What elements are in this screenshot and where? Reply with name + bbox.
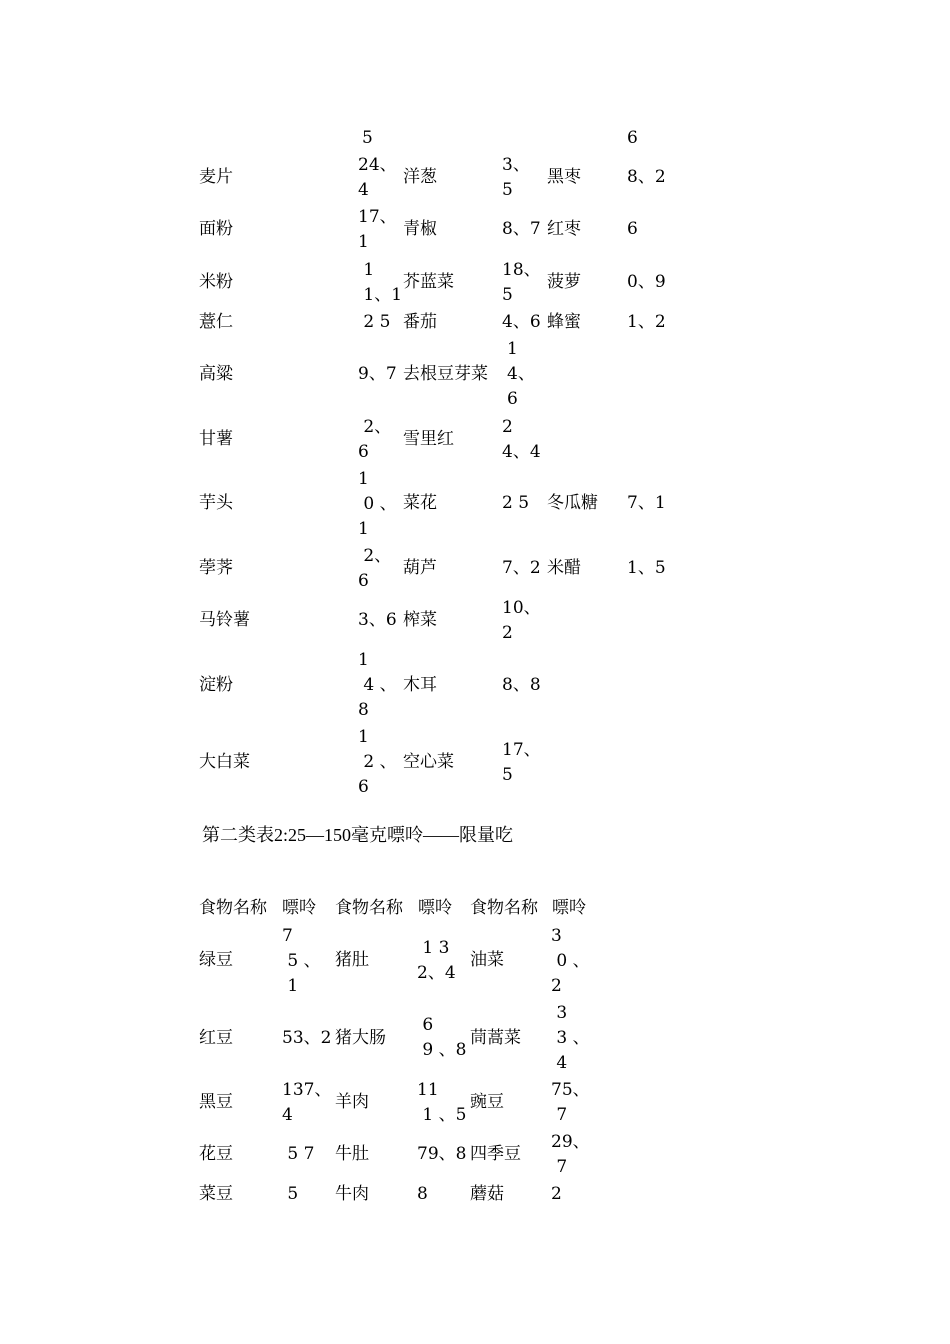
table1-row3-name2: 番茄 [403, 312, 437, 332]
table2-row3-val3: 29、 7 [551, 1132, 590, 1177]
table1-row2-name3: 菠萝 [547, 272, 581, 292]
table1-row1-name1: 面粉 [199, 219, 233, 239]
table2-header-val1: 嘌呤 [282, 898, 316, 918]
table2-row4-val2: 8 [417, 1184, 428, 1204]
table2-header-name1: 食物名称 [199, 898, 267, 918]
table2-row1-name3: 茼蒿菜 [470, 1028, 521, 1048]
table2-row4-val1: 5 [282, 1184, 299, 1204]
table1-row0-name3: 黑枣 [547, 167, 581, 187]
table1-fragment-col6: 6 [627, 128, 638, 148]
table1-row8-val2: 10、 2 [502, 598, 541, 643]
table1-row1-val2: 8、7 [502, 219, 541, 239]
table2-row0-val3: 3 0 、 2 [551, 926, 590, 996]
table2-row0-val1: 7 5 、 1 [282, 926, 321, 996]
table2-row3-name1: 花豆 [199, 1144, 233, 1164]
table1-row2-name1: 米粉 [199, 272, 233, 292]
table1-row2-val2: 18、 5 [502, 260, 541, 305]
table1-row0-name1: 麦片 [199, 167, 233, 187]
table2-row4-name1: 菜豆 [199, 1184, 233, 1204]
table1-row7-val2: 7、2 [502, 558, 541, 578]
table2-row2-name2: 羊肉 [335, 1092, 369, 1112]
table1-row3-val3: 1、2 [627, 312, 666, 332]
table2-row2-val1: 137、 4 [282, 1080, 332, 1125]
table2-row1-name1: 红豆 [199, 1028, 233, 1048]
table1-row5-name2: 雪里红 [403, 429, 454, 449]
table1-fragment-col2: 5 [362, 128, 373, 148]
table1-row0-name2: 洋葱 [403, 167, 437, 187]
table1-row9-name1: 淀粉 [199, 675, 233, 695]
table2-header-name2: 食物名称 [335, 898, 403, 918]
table1-row10-name2: 空心菜 [403, 752, 454, 772]
table1-row0-val2: 3、 5 [502, 155, 530, 200]
table1-row1-val3: 6 [627, 219, 638, 239]
table1-row10-val1: 1 2 、 6 [358, 727, 397, 797]
table1-row7-name2: 葫芦 [403, 558, 437, 578]
table1-row6-name3: 冬瓜糖 [547, 493, 598, 513]
table1-row10-name1: 大白菜 [199, 752, 250, 772]
table2-header-val2: 嘌呤 [418, 898, 452, 918]
table2-row3-val2: 79、8 [417, 1144, 467, 1164]
table1-row5-val2: 2 4、4 [502, 417, 541, 462]
table1-row3-val2: 4、6 [502, 312, 541, 332]
table1-row8-name1: 马铃薯 [199, 610, 250, 630]
table1-row4-val1: 9、7 [358, 364, 397, 384]
table2-row3-name2: 牛肚 [335, 1144, 369, 1164]
table1-row0-val1: 24、 4 [358, 155, 397, 200]
table2-row1-name2: 猪大肠 [335, 1028, 386, 1048]
table2-caption: 第二类表2:25—150毫克嘌呤——限量吃 [202, 825, 513, 845]
table1-row0-val3: 8、2 [627, 167, 666, 187]
table2-header-name3: 食物名称 [470, 898, 538, 918]
table1-row10-val2: 17、 5 [502, 740, 541, 785]
table1-row7-name1: 荸荠 [199, 558, 233, 578]
table2-row0-name3: 油菜 [470, 950, 504, 970]
table1-row6-val1: 1 0 、 1 [358, 469, 397, 539]
table1-row4-name2: 去根豆芽菜 [403, 364, 488, 384]
table1-row5-val1: 2、 6 [358, 417, 392, 462]
table2-row2-name1: 黑豆 [199, 1092, 233, 1112]
table1-row7-name3: 米醋 [547, 558, 581, 578]
table1-row6-name1: 芋头 [199, 493, 233, 513]
table2-row0-val2: 1 3 2、4 [417, 938, 456, 983]
table2-row4-name3: 蘑菇 [470, 1184, 504, 1204]
table2-row4-name2: 牛肉 [335, 1184, 369, 1204]
table2-row2-val3: 75、 7 [551, 1080, 590, 1125]
table1-row7-val1: 2、 6 [358, 546, 392, 591]
table1-row1-name2: 青椒 [403, 219, 437, 239]
table1-row1-name3: 红枣 [547, 219, 581, 239]
table1-row3-name1: 薏仁 [199, 312, 233, 332]
table1-row4-val2: 1 4、 6 [507, 339, 535, 409]
table2-row2-name3: 豌豆 [470, 1092, 504, 1112]
table1-row9-val2: 8、8 [502, 675, 541, 695]
table1-row7-val3: 1、5 [627, 558, 666, 578]
table2-header-val3: 嘌呤 [552, 898, 586, 918]
table1-row2-name2: 芥蓝菜 [403, 272, 454, 292]
table1-row8-val1: 3、6 [358, 610, 397, 630]
table1-row6-name2: 菜花 [403, 493, 437, 513]
table2-row1-val1: 53、2 [282, 1028, 332, 1048]
table2-row4-val3: 2 [551, 1184, 562, 1204]
table1-row3-name3: 蜂蜜 [547, 312, 581, 332]
table1-row8-name2: 榨菜 [403, 610, 437, 630]
table1-row9-val1: 1 4 、 8 [358, 650, 397, 720]
table2-row3-name3: 四季豆 [470, 1144, 521, 1164]
table1-row9-name2: 木耳 [403, 675, 437, 695]
table1-row3-val1: 2 5 [358, 312, 391, 332]
table2-row2-val2: 11 1 、5 [417, 1080, 467, 1125]
table1-row1-val1: 17、 1 [358, 207, 397, 252]
table2-row0-name2: 猪肚 [335, 950, 369, 970]
table1-row2-val1: 1 1、1 [363, 260, 403, 305]
table1-row2-val3: 0、9 [627, 272, 666, 292]
table1-row4-name1: 高粱 [199, 364, 233, 384]
table1-row6-val2: 2 5 [502, 493, 530, 513]
table2-row0-name1: 绿豆 [199, 950, 233, 970]
table1-row5-name1: 甘薯 [199, 429, 233, 449]
table2-row3-val1: 5 7 [282, 1144, 315, 1164]
table1-row6-val3: 7、1 [627, 493, 666, 513]
table2-row1-val2: 6 9 、8 [422, 1015, 467, 1060]
table2-row1-val3: 3 3 、 4 [556, 1003, 590, 1073]
